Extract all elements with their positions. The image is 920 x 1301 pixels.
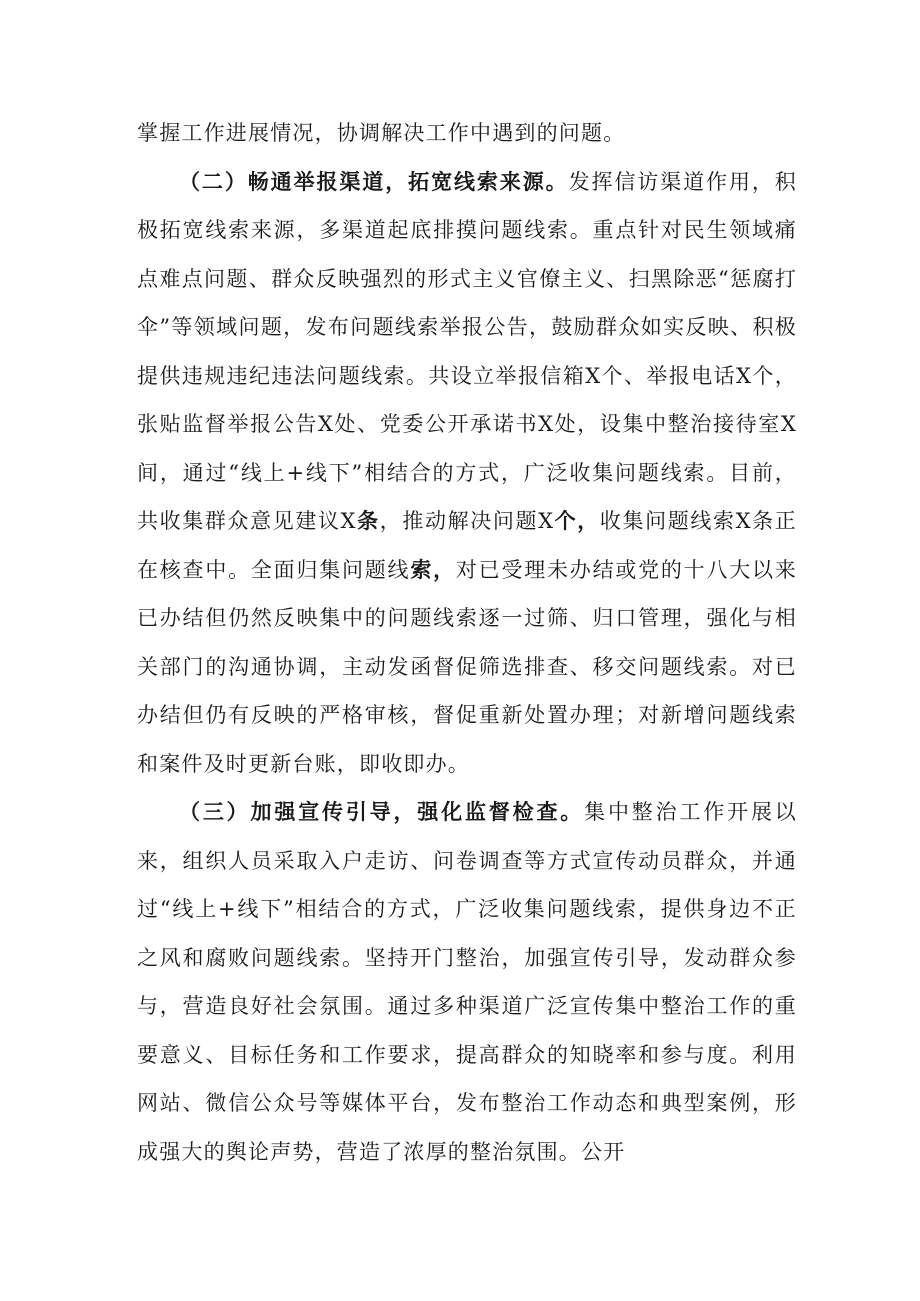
paragraph-continuation	[137, 109, 797, 158]
paragraph-text: 掌握工作进展情况，协调解决工作中遇到的问题。	[137, 121, 626, 145]
paragraph-section-3	[137, 788, 797, 1176]
paragraph-text: 发挥信访渠道作用，积极拓宽线索来源，多渠道起底排摸问题线索。重点针对民生领域痛点难点问题、群众反映强烈的形式主义官僚主义、扫黑除恶“惩腐打伞”等领域问题，发布问题线索举报公告，鼓励群众如实反映、积极提供违规违纪违法问题线索。共设立举报信箱X个、举报电话X个，张贴监督举报公告X处、党委公开承诺书X处，设集中整治接待室X间，通过“线上+线下”相结合的方式，广泛收集问题线索。目前，共收集群众意见建议X	[137, 169, 797, 533]
paragraph-text: 对已受理未办结或党的十八大以来已办结但仍然反映集中的问题线索逐一过筛、归口管理，强化与相关部门的沟通协调，主动发函督促筛选排查、移交问题线索。对已办结但仍有反映的严格审核，督促重新处置办理；对新增问题线索和案件及时更新台账，即收即办。	[137, 557, 797, 776]
paragraph-text: 集中整治工作开展以来，组织人员采取入户走访、问卷调查等方式宣传动员群众，并通过“线上+线下”相结合的方式，广泛收集问题线索，提供身边不正之风和腐败问题线索。坚持开门整治，加强宣传引导，发动群众参与，营造良好社会氛围。通过多种渠道广泛宣传集中整治工作的重要意义、目标任务和工作要求，提高群众的知晓率和参与度。利用网站、微信公众号等媒体平台，发布整治工作动态和典型案例，形成强大的舆论声势，营造了浓厚的整治氛围。公开	[137, 800, 797, 1164]
section-heading: （二）畅通举报渠道，拓宽线索来源。	[179, 169, 569, 194]
bold-text: 个，	[554, 509, 600, 533]
bold-text: 索，	[410, 557, 456, 582]
document-body	[137, 109, 797, 1176]
paragraph-section-2	[137, 158, 797, 789]
section-heading: （三）加强宣传引导，强化监督检查。	[179, 800, 585, 824]
paragraph-text: 收集问题线索X条正在核查中。全面归集问题线	[137, 509, 798, 582]
bold-text: 条	[356, 509, 380, 533]
paragraph-text: ，推动解决问题X	[379, 509, 555, 533]
